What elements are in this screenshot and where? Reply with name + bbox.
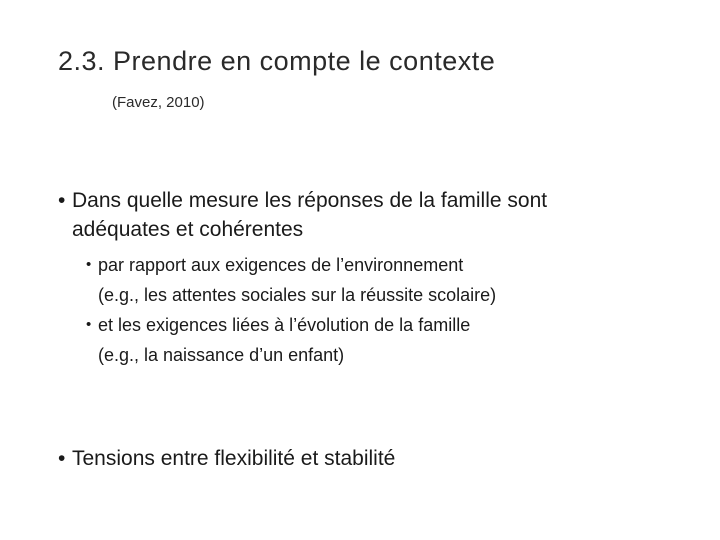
bullet-item <box>58 444 698 473</box>
sub-bullet-text-line: par rapport aux exigences de l’environnement <box>98 255 464 275</box>
slide-subtitle-citation: (Favez, 2010) <box>112 94 205 111</box>
bullet-text-line: Tensions entre flexibilité et stabilité <box>72 447 396 470</box>
sub-bullet-marker: • <box>86 316 92 333</box>
sub-bullet-text-line: (e.g., la naissance d’un enfant) <box>98 345 345 365</box>
bullet-text-line: adéquates et cohérentes <box>72 218 304 241</box>
sub-bullet-item <box>86 310 698 370</box>
sub-bullet-text-line: et les exigences liées à l’évolution de la famille <box>98 315 471 335</box>
bullet-list <box>58 186 698 473</box>
sub-bullet-list <box>72 250 698 370</box>
sub-bullet-text-line: (e.g., les attentes sociales sur la réussite scolaire) <box>98 285 497 305</box>
bullet-marker: • <box>58 189 66 212</box>
bullet-text-line: Dans quelle mesure les réponses de la famille sont <box>72 189 548 212</box>
slide-title: 2.3. Prendre en compte le contexte <box>58 46 496 76</box>
sub-bullet-marker: • <box>86 256 92 273</box>
bullet-marker: • <box>58 447 66 470</box>
sub-bullet-item <box>86 250 698 310</box>
bullet-item <box>58 186 698 370</box>
